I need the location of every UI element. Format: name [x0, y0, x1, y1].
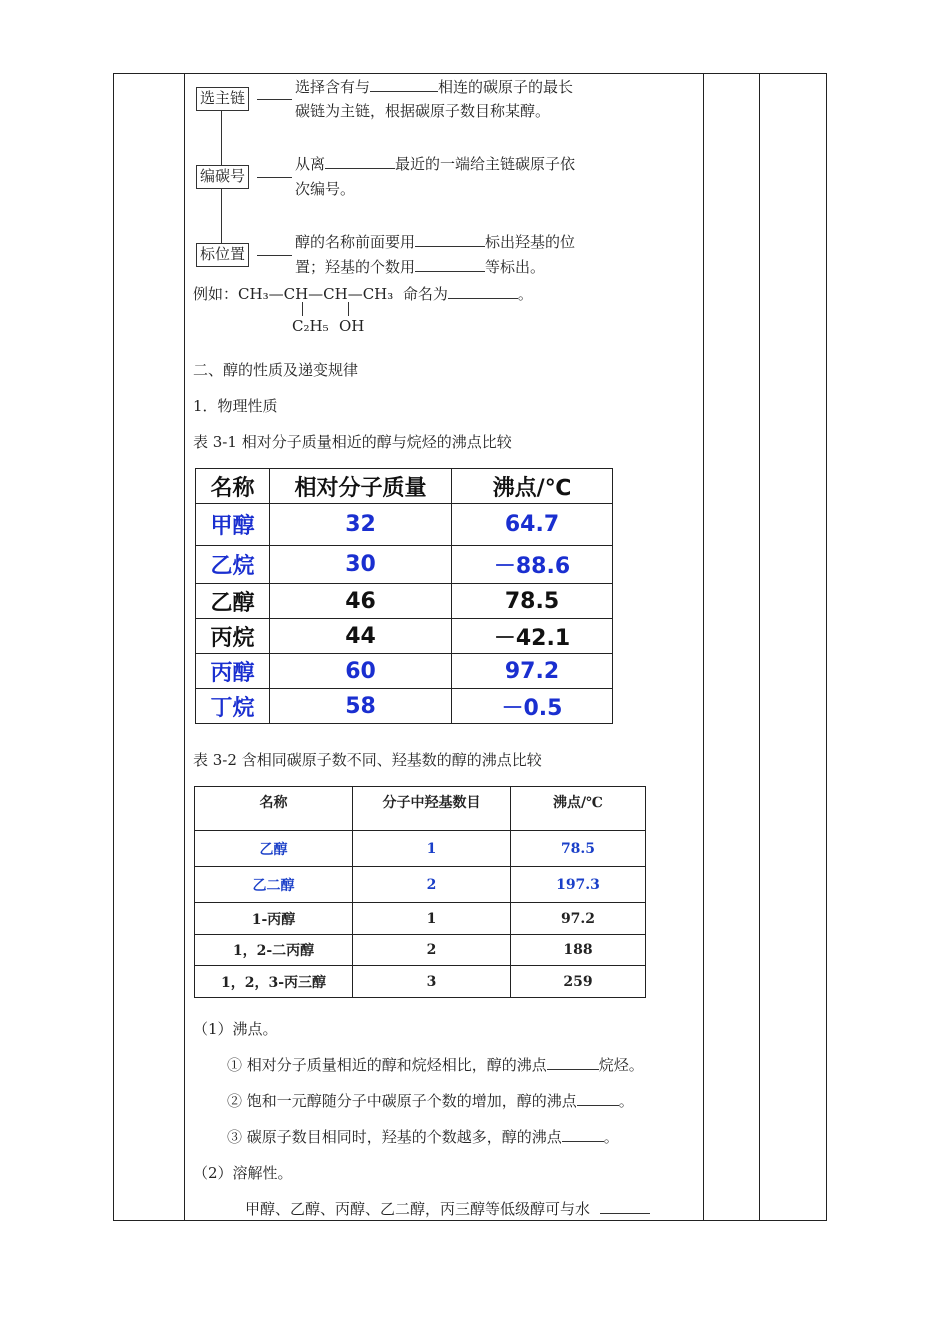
column-divider-1 — [184, 73, 185, 1221]
boiling-item-3: ③ 碳原子数目相同时，羟基的个数越多，醇的沸点 。 — [227, 1128, 619, 1146]
column-divider-3 — [759, 73, 760, 1221]
flow-connector — [221, 111, 222, 165]
table-cell: 丙醇 — [196, 654, 270, 689]
boiling-item-1: ① 相对分子质量相近的醇和烷烃相比，醇的沸点 烷烃。 — [227, 1056, 644, 1074]
table-cell: 58 — [270, 689, 452, 724]
example-formula: CH₃—CH—CH—CH₃ — [238, 285, 394, 303]
fill-blank[interactable] — [448, 284, 518, 299]
table-cell: 60 — [270, 654, 452, 689]
boiling-point-table-2 — [194, 786, 646, 998]
step3-text-line2: 置；羟基的个数用 等标出。 — [295, 258, 546, 276]
table-cell: 44 — [270, 619, 452, 654]
table-cell: 乙烷 — [196, 546, 270, 584]
table-cell: 188 — [511, 935, 646, 966]
step1-text-line1: 选择含有与 相连的碳原子的最长 — [295, 78, 574, 96]
table-row — [195, 966, 646, 998]
fill-blank[interactable] — [370, 77, 438, 92]
subsection-title: 1．物理性质 — [193, 397, 278, 415]
step-select-main-chain-box: 选主链 — [196, 87, 249, 111]
table-row — [196, 654, 613, 689]
table-row — [196, 584, 613, 619]
table-row — [196, 546, 613, 584]
table-cell: 78.5 — [511, 831, 646, 867]
table-cell: －42.1 — [452, 619, 613, 654]
table-cell: 乙醇 — [196, 584, 270, 619]
boiling-point-table-1 — [195, 468, 613, 724]
fill-blank[interactable] — [577, 1091, 619, 1106]
table-cell: 46 — [270, 584, 452, 619]
connector-line — [257, 177, 292, 178]
table-cell: 丙烷 — [196, 619, 270, 654]
header-cell: 分子中羟基数目 — [353, 787, 511, 831]
solubility-title: （2）溶解性。 — [193, 1164, 293, 1182]
table-cell: 78.5 — [452, 584, 613, 619]
table-cell: 1 — [353, 903, 511, 935]
table-cell: 64.7 — [452, 504, 613, 546]
table-cell: －88.6 — [452, 546, 613, 584]
table-cell: 97.2 — [452, 654, 613, 689]
header-cell: 相对分子质量 — [270, 469, 452, 504]
table2-caption: 表 3-2 含相同碳原子数不同、羟基数的醇的沸点比较 — [193, 751, 542, 769]
table-cell: －0.5 — [452, 689, 613, 724]
fill-blank[interactable] — [415, 232, 485, 247]
section-title: 二、醇的性质及递变规律 — [193, 361, 359, 379]
table-row — [195, 935, 646, 966]
table-row — [196, 504, 613, 546]
flow-connector — [221, 189, 222, 243]
table-row — [196, 689, 613, 724]
table-row — [195, 867, 646, 903]
column-divider-2 — [703, 73, 704, 1221]
table-cell: 1，2-二丙醇 — [195, 935, 353, 966]
fill-blank[interactable] — [547, 1055, 599, 1070]
bond-line — [348, 302, 349, 316]
solubility-line: 甲醇、乙醇、丙醇、乙二醇，丙三醇等低级醇可与水 — [245, 1199, 650, 1219]
table-row — [195, 903, 646, 935]
header-cell: 沸点/℃ — [452, 469, 613, 504]
boiling-item-2: ② 饱和一元醇随分子中碳原子个数的增加，醇的沸点 。 — [227, 1092, 634, 1110]
fill-blank[interactable] — [325, 154, 395, 169]
example-substituent-hydroxyl: OH — [339, 317, 365, 335]
example-substituent-ethyl: C₂H₅ — [292, 317, 329, 335]
table-cell: 丁烷 — [196, 689, 270, 724]
bond-line — [302, 302, 303, 316]
fill-blank[interactable] — [562, 1127, 604, 1142]
table-cell: 1-丙醇 — [195, 903, 353, 935]
step2-text-line2: 次编号。 — [295, 180, 356, 198]
boiling-title: （1）沸点。 — [193, 1020, 278, 1038]
step2-text-line1: 从离 最近的一端给主链碳原子依 — [295, 155, 576, 173]
table-cell: 1 — [353, 831, 511, 867]
naming-example: 例如：CH₃—CH—CH—CH₃ 命名为 。 — [193, 285, 533, 303]
table-cell: 2 — [353, 935, 511, 966]
table-row — [195, 831, 646, 867]
connector-line — [257, 99, 292, 100]
table1-caption: 表 3-1 相对分子质量相近的醇与烷烃的沸点比较 — [193, 433, 512, 451]
table-cell: 32 — [270, 504, 452, 546]
connector-line — [257, 255, 292, 256]
fill-blank[interactable] — [600, 1199, 650, 1214]
step-mark-position-box: 标位置 — [196, 243, 249, 267]
table-cell: 甲醇 — [196, 504, 270, 546]
table-cell: 乙二醇 — [195, 867, 353, 903]
table-cell: 97.2 — [511, 903, 646, 935]
fill-blank[interactable] — [415, 257, 485, 272]
table-cell: 259 — [511, 966, 646, 998]
table-header-row — [196, 469, 613, 504]
table-cell: 2 — [353, 867, 511, 903]
table-cell: 乙醇 — [195, 831, 353, 867]
step1-text-line2: 碳链为主链，根据碳原子数目称某醇。 — [295, 102, 551, 120]
header-cell: 沸点/℃ — [511, 787, 646, 831]
table-row — [196, 619, 613, 654]
header-cell: 名称 — [195, 787, 353, 831]
step-number-carbon-box: 编碳号 — [196, 165, 249, 189]
table-cell: 30 — [270, 546, 452, 584]
table-cell: 197.3 — [511, 867, 646, 903]
table-cell: 1，2，3-丙三醇 — [195, 966, 353, 998]
table-header-row — [195, 787, 646, 831]
header-cell: 名称 — [196, 469, 270, 504]
step3-text-line1: 醇的名称前面要用 标出羟基的位 — [295, 233, 576, 251]
table-cell: 3 — [353, 966, 511, 998]
